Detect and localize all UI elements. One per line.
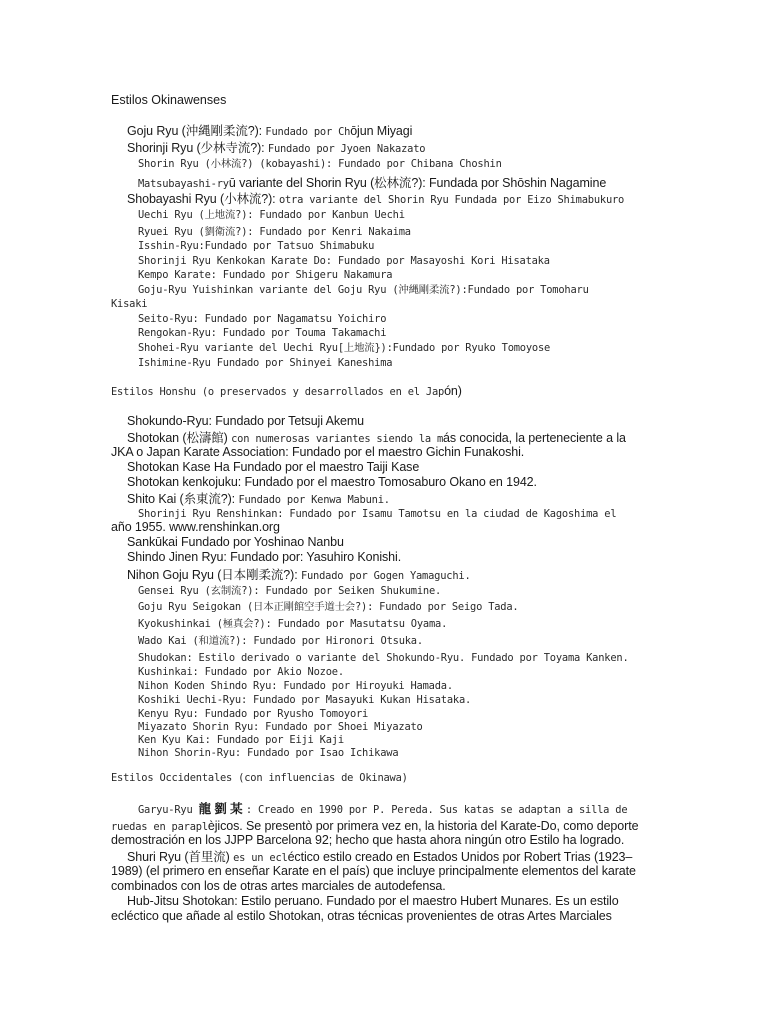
list-item: Shito Kai (糸東流?): Fundado por Kenwa Mabuni. — [127, 492, 390, 506]
list-item: Kyokushinkai (極真会?): Fundado por Masutatsu Oyama. — [138, 618, 448, 630]
list-item: combinados con los de otras artes marciales de autodefensa. — [111, 879, 446, 893]
list-item: Rengokan-Ryu: Fundado por Touma Takamachi — [138, 327, 387, 339]
list-item: Kempo Karate: Fundado por Shigeru Nakamura — [138, 269, 393, 281]
list-item: JKA o Japan Karate Association: Fundado por el maestro Gichin Funakoshi. — [111, 445, 525, 459]
list-item: Kenyu Ryu: Fundado por Ryusho Tomoyori — [138, 708, 369, 720]
section-title-honshu: Estilos Honshu (o preservados y desarrollados en el Japón) — [111, 384, 462, 398]
list-item: Shotokan Kase Ha Fundado por el maestro Taiji Kase — [127, 460, 420, 474]
list-item: Shorin Ryu (小林流?) (kobayashi): Fundado por Chibana Choshin — [138, 158, 502, 170]
list-item: Seito-Ryu: Fundado por Nagamatsu Yoichiro — [138, 313, 387, 325]
list-item: 1989) (el primero en enseñar Karate en el país) que incluye principalmente elementos del karate — [111, 864, 636, 878]
list-item: Goju Ryu Seigokan (日本正剛館空手道士会?): Fundado por Seigo Tada. — [138, 601, 519, 613]
list-item: Wado Kai (和道流?): Fundado por Hironori Otsuka. — [138, 635, 423, 647]
list-item: ecléctico que añade al estilo Shotokan, otras técnicas provenientes de otras Artes Marciales — [111, 909, 612, 923]
list-item: Shobayashi Ryu (小林流?): otra variante del Shorin Ryu Fundada por Eizo Shimabukuro — [127, 192, 625, 206]
list-item: Kisaki — [111, 298, 148, 310]
list-item: ruedas en paraplèjicos. Se presentò por primera vez en, la historia del Karate-Do, como deporte — [111, 819, 639, 833]
list-item: Ishimine-Ryu Fundado por Shinyei Kaneshima — [138, 357, 393, 369]
list-item: Goju Ryu (沖縄剛柔流?): Fundado por Chōjun Miyagi — [127, 124, 413, 138]
list-item: Nihon Goju Ryu (日本剛柔流?): Fundado por Gogen Yamaguchi. — [127, 568, 471, 582]
list-item: Shorinji Ryu Renshinkan: Fundado por Isamu Tamotsu en la ciudad de Kagoshima el — [138, 508, 617, 520]
list-item: Gensei Ryu (玄制流?): Fundado por Seiken Shukumine. — [138, 585, 442, 597]
list-item: Goju-Ryu Yuishinkan variante del Goju Ryu (沖縄剛柔流?):Fundado por Tomoharu — [138, 284, 589, 296]
list-item: Nihon Shorin-Ryu: Fundado por Isao Ichikawa — [138, 747, 399, 759]
list-item: Sankūkai Fundado por Yoshinao Nanbu — [127, 535, 344, 549]
list-item: Nihon Koden Shindo Ryu: Fundado por Hiroyuki Hamada. — [138, 680, 453, 692]
section-title-occidental: Estilos Occidentales (con influencias de Okinawa) — [111, 772, 408, 784]
list-item: Uechi Ryu (上地流?): Fundado por Kanbun Uechi — [138, 209, 405, 221]
list-item: Shudokan: Estilo derivado o variante del Shokundo-Ryu. Fundado por Toyama Kanken. — [138, 652, 629, 664]
list-item: Miyazato Shorin Ryu: Fundado por Shoei Miyazato — [138, 721, 423, 733]
list-item: Isshin-Ryu:Fundado por Tatsuo Shimabuku — [138, 240, 375, 252]
list-item: Shokundo-Ryu: Fundado por Tetsuji Akemu — [127, 414, 364, 428]
list-item: Shindo Jinen Ryu: Fundado por: Yasuhiro Konishi. — [127, 550, 402, 564]
list-item: Shorinji Ryu (少林寺流?): Fundado por Jyoen Nakazato — [127, 141, 426, 155]
list-item: Shotokan (松濤館) con numerosas variantes siendo la más conocida, la perteneciente a la — [127, 431, 626, 445]
list-item: Hub-Jitsu Shotokan: Estilo peruano. Fundado por el maestro Hubert Munares. Es un estilo — [127, 894, 619, 908]
list-item: Shorinji Ryu Kenkokan Karate Do: Fundado por Masayoshi Kori Hisataka — [138, 255, 550, 267]
list-item: demostración en los JJPP Barcelona 92; hecho que hasta ahora ningún otro Estilo ha logrado. — [111, 833, 625, 847]
section-title-okinawa: Estilos Okinawenses — [111, 93, 227, 107]
list-item: Shotokan kenkojuku: Fundado por el maestro Tomosaburo Okano en 1942. — [127, 475, 537, 489]
list-item: Kushinkai: Fundado por Akio Nozoe. — [138, 666, 344, 678]
list-item: año 1955. www.renshinkan.org — [111, 520, 280, 534]
list-item: Ryuei Ryu (劉衛流?): Fundado por Kenri Nakaima — [138, 226, 411, 238]
list-item: Ken Kyu Kai: Fundado por Eiji Kaji — [138, 734, 344, 746]
list-item: Garyu-Ryu 龍 劉 某 : Creado en 1990 por P. Pereda. Sus katas se adaptan a silla de — [138, 802, 628, 816]
list-item: Shuri Ryu (首里流) es un ecléctico estilo creado en Estados Unidos por Robert Trias (1923– — [127, 850, 633, 864]
list-item: Matsubayashi-ryū variante del Shorin Ryu (松林流?): Fundada por Shōshin Nagamine — [138, 176, 607, 190]
list-item: Shohei-Ryu variante del Uechi Ryu[上地流}):Fundado por Ryuko Tomoyose — [138, 342, 551, 354]
list-item: Koshiki Uechi-Ryu: Fundado por Masayuki Kukan Hisataka. — [138, 694, 472, 706]
